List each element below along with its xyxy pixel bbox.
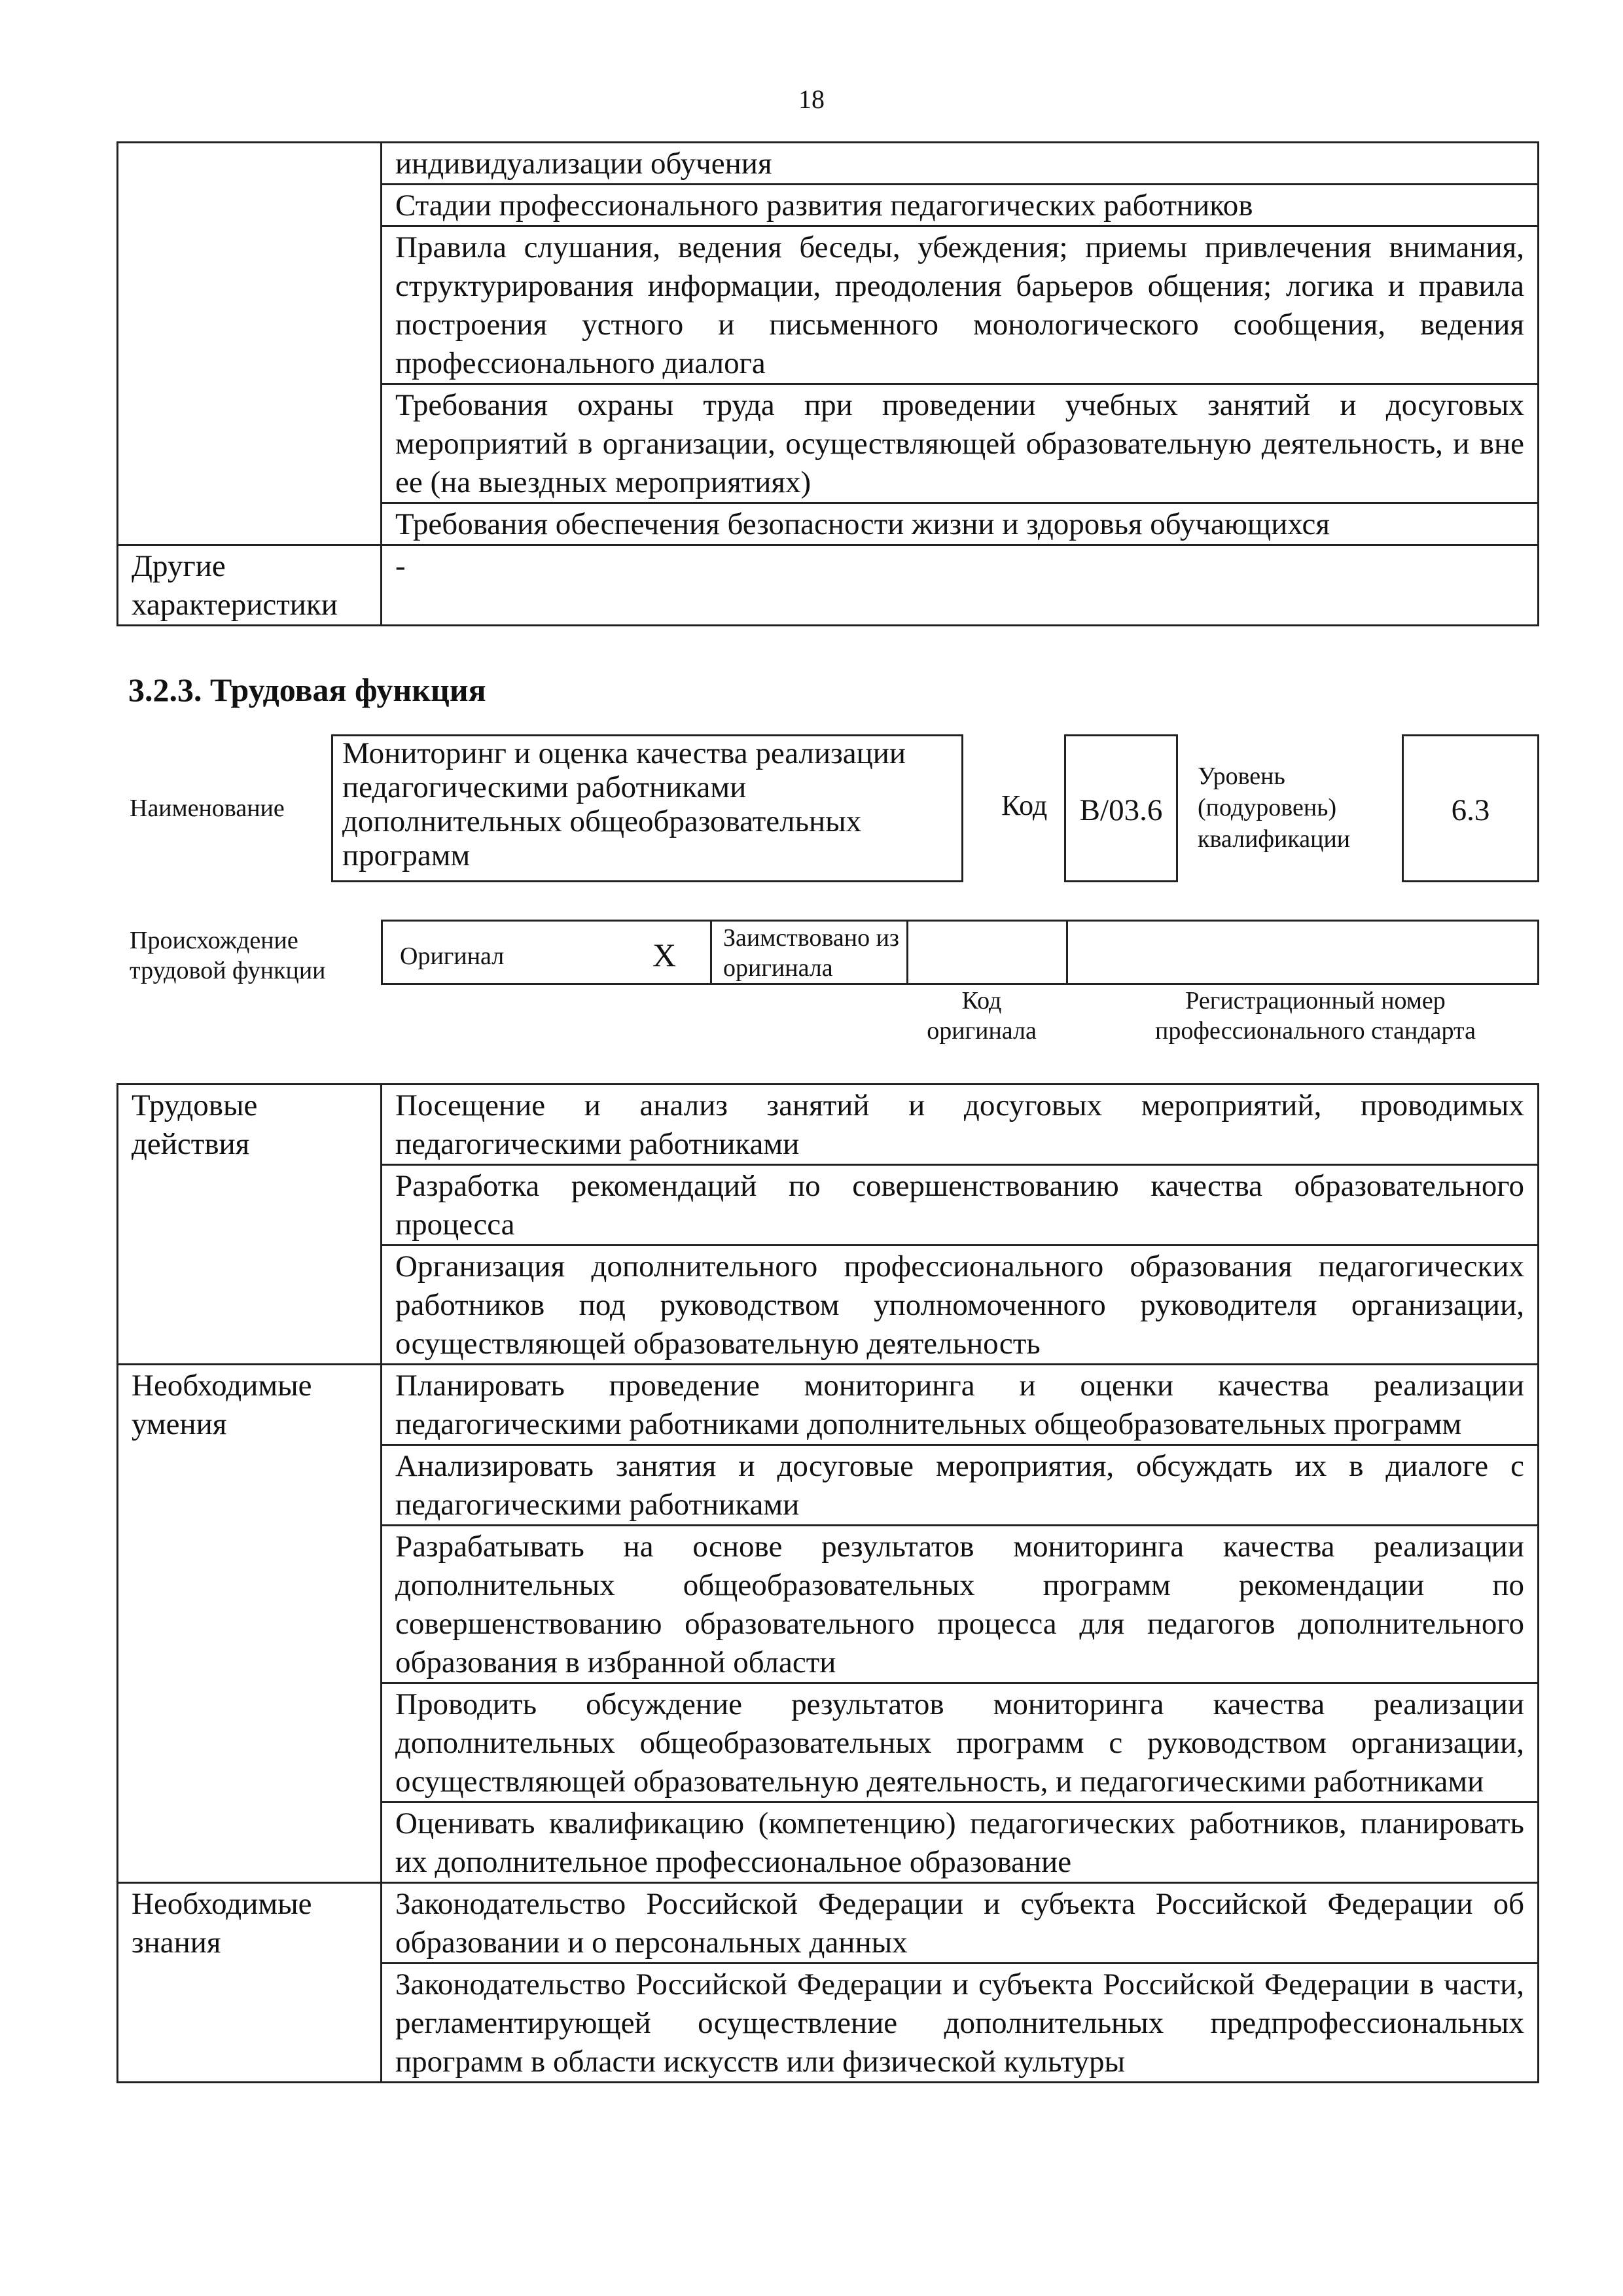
other-characteristics-value (382, 545, 1539, 626)
list-item: Законодательство Российской Федерации и субъекта Российской Федерации в части, регламентирующей осуществление дополнительных предпрофессиональных программ в области искусств или физической культуры (395, 1967, 1524, 2079)
empty-label-cell (118, 143, 382, 545)
divider (1066, 920, 1068, 985)
list-item: Правила слушания, ведения беседы, убеждения; приемы привлечения внимания, структурирования информации, преодоления барьеров общения; логика и правила построения устного и письменного монологического сообщения, ведения профессионального диалога (382, 227, 1537, 385)
required-skills-cell (382, 1365, 1539, 1883)
knowledge-items-cell (382, 143, 1539, 545)
original-mark: X (652, 937, 677, 973)
knowledge-continuation-table (116, 141, 1539, 626)
list-item: Планировать проведение мониторинга и оценки качества реализации педагогическими работниками дополнительных общеобразовательных программ (382, 1365, 1537, 1446)
code-label: Код (1001, 789, 1048, 821)
list-item: Требования охраны труда при проведении учебных занятий и досуговых мероприятий в организации, осуществляющей образовательную деятельность, и вне ее (на выездных мероприятиях) (382, 385, 1537, 504)
function-name-box: Мониторинг и оценка качества реализации педагогическими работниками дополнительных общеобразовательных программ (331, 734, 963, 882)
list-item: Посещение и анализ занятий и досуговых мероприятий, проводимых педагогическими работниками (382, 1085, 1537, 1166)
list-item: Стадии профессионального развития педагогических работников (382, 185, 1537, 227)
divider (906, 920, 908, 985)
original-label: Оригинал (400, 942, 505, 970)
list-item: Анализировать занятия и досуговые мероприятия, обсуждать их в диалоге с педагогическими работниками (382, 1446, 1537, 1526)
list-item: Проводить обсуждение результатов мониторинга качества реализации дополнительных общеобразовательных программ с руководством организации, осуществляющей образовательную деятельность, и педагогическими работниками (382, 1684, 1537, 1803)
borrowed-label: Заимствовано из оригинала (723, 924, 899, 982)
other-value-text: - (395, 549, 406, 583)
list-item: Организация дополнительного профессионального образования педагогических работников под руководством уполномоченного руководителя организации, осуществляющей образовательную деятельность (395, 1249, 1524, 1361)
origin-table (381, 920, 1539, 985)
divider (710, 920, 712, 985)
required-skills-label: Необходимые умения (118, 1365, 382, 1883)
required-knowledge-label: Необходимые знания (118, 1883, 382, 2083)
labor-actions-cell (382, 1085, 1539, 1365)
labor-function-table (116, 1083, 1539, 2083)
name-label: Наименование (130, 795, 285, 822)
list-item: Разработка рекомендаций по совершенствованию качества образовательного процесса (382, 1166, 1537, 1246)
other-characteristics-label: Другие характеристики (118, 545, 382, 626)
list-item: Разрабатывать на основе результатов мониторинга качества реализации дополнительных общеобразовательных программ рекомендации по совершенствованию образовательного процесса для педагогов дополнительного образования в избранной области (382, 1526, 1537, 1684)
list-item: Требования обеспечения безопасности жизни и здоровья обучающихся (395, 507, 1330, 541)
level-value-box: 6.3 (1402, 734, 1539, 882)
labor-actions-label: Трудовые действия (118, 1085, 382, 1365)
code-original-caption: Код оригинала (927, 987, 1037, 1045)
required-knowledge-cell (382, 1883, 1539, 2083)
page-number: 18 (798, 84, 825, 114)
reg-number-caption: Регистрационный номер профессионального стандарта (1155, 987, 1476, 1045)
section-title: 3.2.3. Трудовая функция (128, 672, 486, 708)
list-item: индивидуализации обучения (382, 143, 1537, 185)
code-value-box: B/03.6 (1064, 734, 1178, 882)
list-item: Оценивать квалификацию (компетенцию) педагогических работников, планировать их дополнительное профессиональное образование (395, 1806, 1524, 1879)
level-label: Уровень (подуровень) квалификации (1198, 762, 1351, 853)
list-item: Законодательство Российской Федерации и субъекта Российской Федерации об образовании и о персональных данных (382, 1884, 1537, 1964)
origin-label: Происхождение трудовой функции (130, 927, 326, 984)
